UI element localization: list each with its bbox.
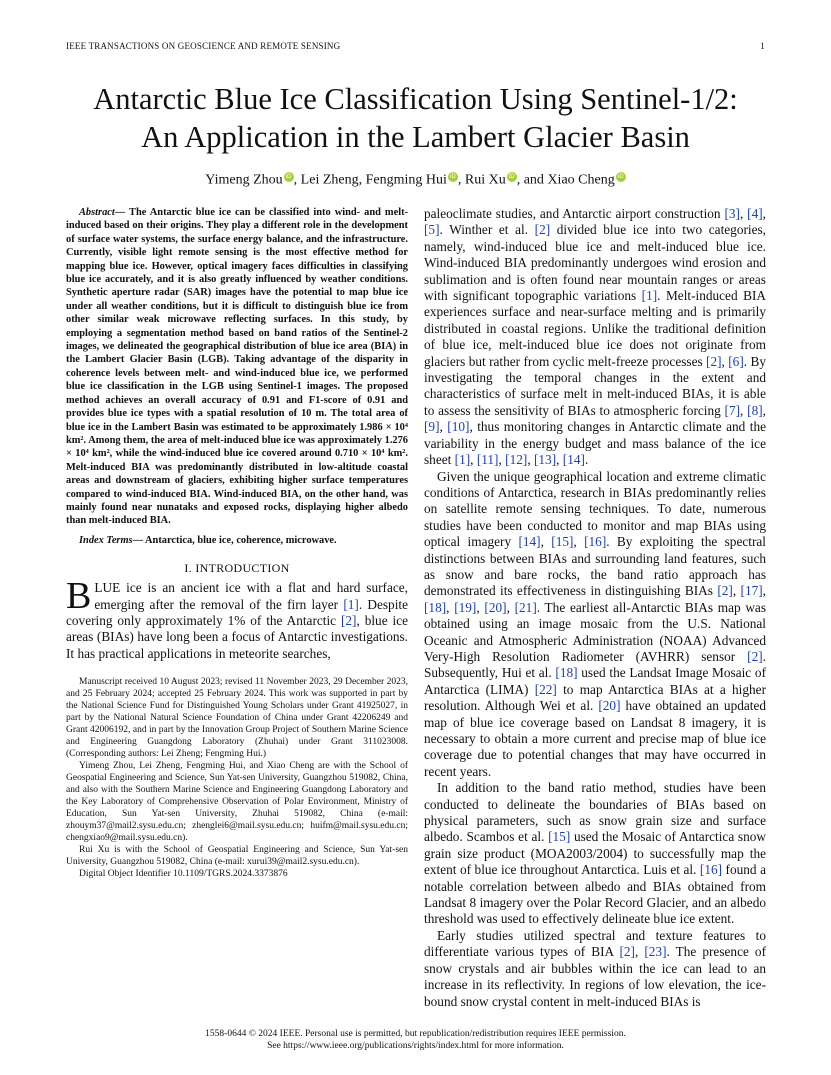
citation-link[interactable]: [21]: [514, 599, 537, 615]
orcid-icon[interactable]: iD: [284, 172, 294, 182]
copyright-notice: [0, 1028, 831, 1052]
abstract-label: Abstract: [79, 207, 115, 218]
abstract-text: The Antarctic blue ice can be classified into wind- and melt-induced based on their origins. They play a different role in the development of surface water systems, the surface energy balance, and the infrastructure. Currently, visible light remote sensing is the most effective method for mapping blue ice. However, optical imagery faces difficulties in classifying blue ice accurately, and it is also greatly influenced by weather conditions. Synthetic aperture radar (SAR) images have the potential to map blue ice under all weather conditions, but it is difficult to distinguish blue ice from other similar weak microwave reflecting surfaces. In this study, by employing a segmentation method based on band ratios of the Sentinel-2 images, we delineated the geographical distribution of blue ice area (BIA) in the Lambert Glacier Basin (LGB). Taking advantage of the disparity in coherence levels between melt- and wind-induced blue ice, we performed blue ice classification in the LGB using Sentinel-1 images. The proposed method achieves an overall accuracy of 0.91 and F1-score of 0.91 and provides blue ice types with a spatial resolution of 10 m. The total area of blue ice in the Lambert Basin was estimated to be approximately 1.986 × 10⁴ km². Among them, the area of melt-induced blue ice was approximately 1.276 × 10⁴ km², while the wind-induced blue ice covered around 0.710 × 10⁴ km². Melt-induced BIA was predominantly distributed in low-altitude coastal areas and downstream of glaciers, exhibiting higher surface temperatures compared to wind-induced BIA. Wind-induced BIA, on the other hand, was mainly found near nunataks and exposed rocks, displaying higher albedo than melt-induced BIA.: [66, 207, 408, 527]
footnotes: [66, 676, 408, 880]
citation-link[interactable]: [20]: [484, 599, 507, 615]
citation-link[interactable]: [10]: [447, 419, 470, 435]
citation-link[interactable]: [14]: [562, 452, 585, 468]
page-number: 1: [760, 41, 765, 51]
citation-link[interactable]: [1]: [641, 288, 658, 304]
intro-text: LUE ice is an ancient ice with a flat and hard surface, emerging after the removal of the firn layer [1]. Despite covering only approximately 1% of the Antarctic [2], blue ice areas (BIAs) have long been a focus of Antarctic investigations. It has practical applications in meteorite searches,: [66, 580, 408, 661]
citation-link[interactable]: [11]: [476, 452, 499, 468]
citation-link[interactable]: [8]: [747, 402, 763, 418]
citation-link[interactable]: [2]: [747, 648, 763, 664]
copyright-line-1: 1558-0644 © 2024 IEEE. Personal use is permitted, but republication/redistribution requires IEEE permission.: [205, 1029, 626, 1039]
author-name: Yimeng Zhou: [205, 172, 283, 188]
author-name: Rui Xu: [464, 172, 506, 188]
citation-link[interactable]: [4]: [747, 206, 763, 221]
citation-link[interactable]: [15]: [548, 829, 571, 845]
citation-link[interactable]: [19]: [454, 599, 477, 615]
orcid-icon[interactable]: iD: [507, 172, 517, 182]
citation-link[interactable]: [1]: [454, 452, 471, 468]
citation-link[interactable]: [6]: [728, 353, 744, 369]
left-column: [66, 206, 408, 880]
author-list: Yimeng Zhou iD , Lei Zheng, Fengming Hui iD , Rui Xu iD , and Xiao Cheng iD: [0, 172, 831, 189]
title-line-1: Antarctic Blue Ice Classification Using Sentinel-1/2:: [93, 82, 738, 116]
body-paragraph: paleoclimate studies, and Antarctic airport construction [3], [4], [5]. Winther et al. [2] divided blue ice into two categories, namely, wind-induced blue ice and melt-induced blue ice. Wind-induced BIA predominantly undergoes wind erosion and sublimation and is often found near mountain ranges or areas with significant topographic variations [1]. Melt-induced BIA experiences surface and near-surface melting and is primarily distributed in coastal regions. Unlike the traditional definition of blue ice, melt-induced blue ice does not originate from glaciers but rather from cyclic melt-freeze processes [2], [6]. By investigating the temporal changes in the extent and characteristics of surface melt in melt-induced BIAs, it is able to assess the sensitivity of BIAs to atmospheric forcing [7], [8], [9], [10], thus monitoring changes in Antarctic climate and the variability in the energy budget and mass balance of the ice sheet [1], [11], [12], [13], [14].: [424, 206, 766, 468]
drop-cap: B: [66, 575, 92, 618]
body-paragraph: Given the unique geographical location and extreme climatic conditions of Antarctica, research in BIAs predominantly relies on satellite remote sensing techniques. To date, numerous studies have been conducted to monitor and map BIAs using optical imagery [14], [15], [16]. By exploiting the spectral distinctions between BIAs and surrounding land features, such as snow and bare rocks, the band ratio approach has demonstrated its effectiveness in distinguishing BIAs [2], [17], [18], [19], [20], [21]. The earliest all-Antarctic BIAs map was obtained using an image mosaic from the U.S. National Oceanic and Atmospheric Administration (NOAA) Advanced Very-High Resolution Radiometer (AVHRR) sensor [2]. Subsequently, Hui et al. [18] used the Landsat Image Mosaic of Antarctica (LIMA) [22] to map Antarctica BIAs at a higher resolution. Although Wei et al. [20] have obtained an updated map of blue ice coverage based on Landsat 8 imagery, it is necessary to obtain a more current and precise map of blue ice coverage due to potential changes that may have occurred in recent years.: [424, 468, 767, 779]
index-terms-label: Index Terms: [79, 534, 133, 546]
citation-link[interactable]: [3]: [724, 206, 740, 221]
orcid-icon[interactable]: iD: [448, 172, 458, 182]
citation-link[interactable]: [1]: [343, 596, 359, 612]
index-terms: Index Terms— Antarctica, blue ice, coherence, microwave.: [79, 534, 337, 546]
citation-link[interactable]: [2]: [619, 944, 635, 960]
citation-link[interactable]: [18]: [424, 599, 447, 615]
paper-title: [0, 80, 831, 156]
citation-link[interactable]: [2]: [340, 612, 357, 628]
abstract: Abstract— The Antarctic blue ice can be classified into wind- and melt-induced based on their origins. They play a different role in the development of surface water systems, the surface energy balance, and the infrastructure. Currently, visible light remote sensing is the most effective method for mapping blue ice. However, optical imagery faces difficulties in classifying blue ice accurately, and it is also greatly influenced by weather conditions. Synthetic aperture radar (SAR) images have the potential to map blue ice under all weather conditions, but it is difficult to distinguish blue ice from other similar weak microwave reflecting surfaces. In this study, by employing a segmentation method based on band ratios of the Sentinel-2 images, we delineated the geographical distribution of blue ice area (BIA) in the Lambert Glacier Basin (LGB). Taking advantage of the disparity in coherence levels between melt- and wind-induced blue ice, we performed blue ice classification in the LGB using Sentinel-1 images. The proposed method achieves an overall accuracy of 0.91 and F1-score of 0.91 and provides blue ice types with a spatial resolution of 10 m. The total area of blue ice in the Lambert Basin was estimated to be approximately 1.986 × 10⁴ km². Among them, the area of melt-induced blue ice was approximately 1.276 × 10⁴ km², while the wind-induced blue ice covered around 0.710 × 10⁴ km². Melt-induced BIA was predominantly distributed in low-altitude coastal areas and downstream of glaciers, exhibiting higher surface temperatures compared to wind-induced BIA. Wind-induced BIA, on the other hand, was mainly found near nunataks and exposed rocks, displaying higher albedo than melt-induced BIA.: [66, 207, 408, 527]
citation-link[interactable]: [18]: [555, 665, 578, 681]
citation-link[interactable]: [16]: [584, 534, 607, 550]
footnote: Rui Xu is with the School of Geospatial Engineering and Science, Sun Yat-sen University, Guangzhou 519082, China (e-mail: xurui39@mail2.sysu.edu.cn).: [66, 845, 408, 868]
author-name: Lei Zheng: [300, 172, 359, 188]
section-heading-introduction: I. INTRODUCTION: [184, 561, 290, 576]
copyright-line-2: See https://www.ieee.org/publications/rights/index.html for more information.: [267, 1041, 564, 1051]
body-paragraph: In addition to the band ratio method, studies have been conducted to delineate the boundaries of BIAs based on physical parameters, such as snow grain size and surface albedo. Scambos et al. [15] used the Mosaic of Antarctica snow grain size product (MOA2003/2004) to successfully map the extent of blue ice throughout Antarctica. Luis et al. [16] found a notable correlation between albedo and BIAs obtained from Landsat 8 imagery over the Polar Record Glacier, and an albedo threshold was used to effectively delineate blue ice extent.: [424, 780, 766, 927]
citation-link[interactable]: [15]: [551, 534, 574, 550]
footnote: Yimeng Zhou, Lei Zheng, Fengming Hui, and Xiao Cheng are with the School of Geospatial Engineering and Science, Sun Yat-sen University, Guangzhou 519082, China, and also with the Southern Marine Science and Engineering Guangdong Laboratory and the Key Laboratory of Comprehensive Observation of Polar Environment, Ministry of Education, Sun Yat-sen University, Zhuhai 519082, China (e-mail: zhouym37@mail2.sysu.edu.cn; zhenglei6@mail.sysu.edu.cn; huifm@mail.sysu.edu.cn; chengxiao9@mail.sysu.edu.cn).: [66, 761, 408, 844]
citation-link[interactable]: [7]: [724, 402, 741, 418]
right-column: [424, 206, 766, 1010]
citation-link[interactable]: [2]: [706, 353, 722, 369]
citation-link[interactable]: [23]: [644, 944, 667, 960]
citation-link[interactable]: [20]: [598, 698, 621, 714]
index-terms-text: Antarctica, blue ice, coherence, microwave.: [145, 534, 337, 546]
citation-link[interactable]: [22]: [534, 681, 557, 697]
title-line-2: An Application in the Lambert Glacier Basin: [141, 120, 690, 154]
footnote: Digital Object Identifier 10.1109/TGRS.2024.3373876: [79, 869, 288, 880]
citation-link[interactable]: [17]: [740, 583, 763, 599]
citation-link[interactable]: [16]: [699, 862, 723, 878]
author-name: Xiao Cheng: [547, 172, 615, 188]
body-paragraph: Early studies utilized spectral and texture features to differentiate various types of BIA [2], [23]. The presence of snow crystals and air bubbles within the ice can lead to an increase in its reflectivity. In regions of low elevation, the ice-bound snow crystal content in melt-induced BIAs is: [424, 927, 766, 1009]
journal-name: IEEE TRANSACTIONS ON GEOSCIENCE AND REMOTE SENSING: [66, 41, 341, 51]
citation-link[interactable]: [13]: [533, 452, 557, 468]
citation-link[interactable]: [2]: [717, 583, 733, 599]
footnote: Manuscript received 10 August 2023; revised 11 November 2023, 29 December 2023, and 25 February 2024; accepted 25 February 2024. This work was supported in part by the National Science Fund for Distinguished Young Scholars under Grant 41925027, in part by the National Natural Science Foundation of China under Grant 42206249 and Grant 42006192, and in part by the Innovation Group Project of Southern Marine Science and Engineering Guangdong Laboratory (Zhuhai) under Grant 311023008. (Corresponding authors: Lei Zheng; Fengming Hui.): [66, 677, 408, 760]
citation-link[interactable]: [5]: [424, 222, 440, 238]
intro-paragraph: [66, 575, 408, 662]
citation-link[interactable]: [9]: [424, 419, 440, 435]
author-name: Fengming Hui: [365, 172, 447, 188]
orcid-icon[interactable]: iD: [616, 172, 626, 182]
citation-link[interactable]: [12]: [505, 452, 528, 468]
citation-link[interactable]: [14]: [518, 534, 541, 550]
citation-link[interactable]: [2]: [534, 222, 551, 238]
